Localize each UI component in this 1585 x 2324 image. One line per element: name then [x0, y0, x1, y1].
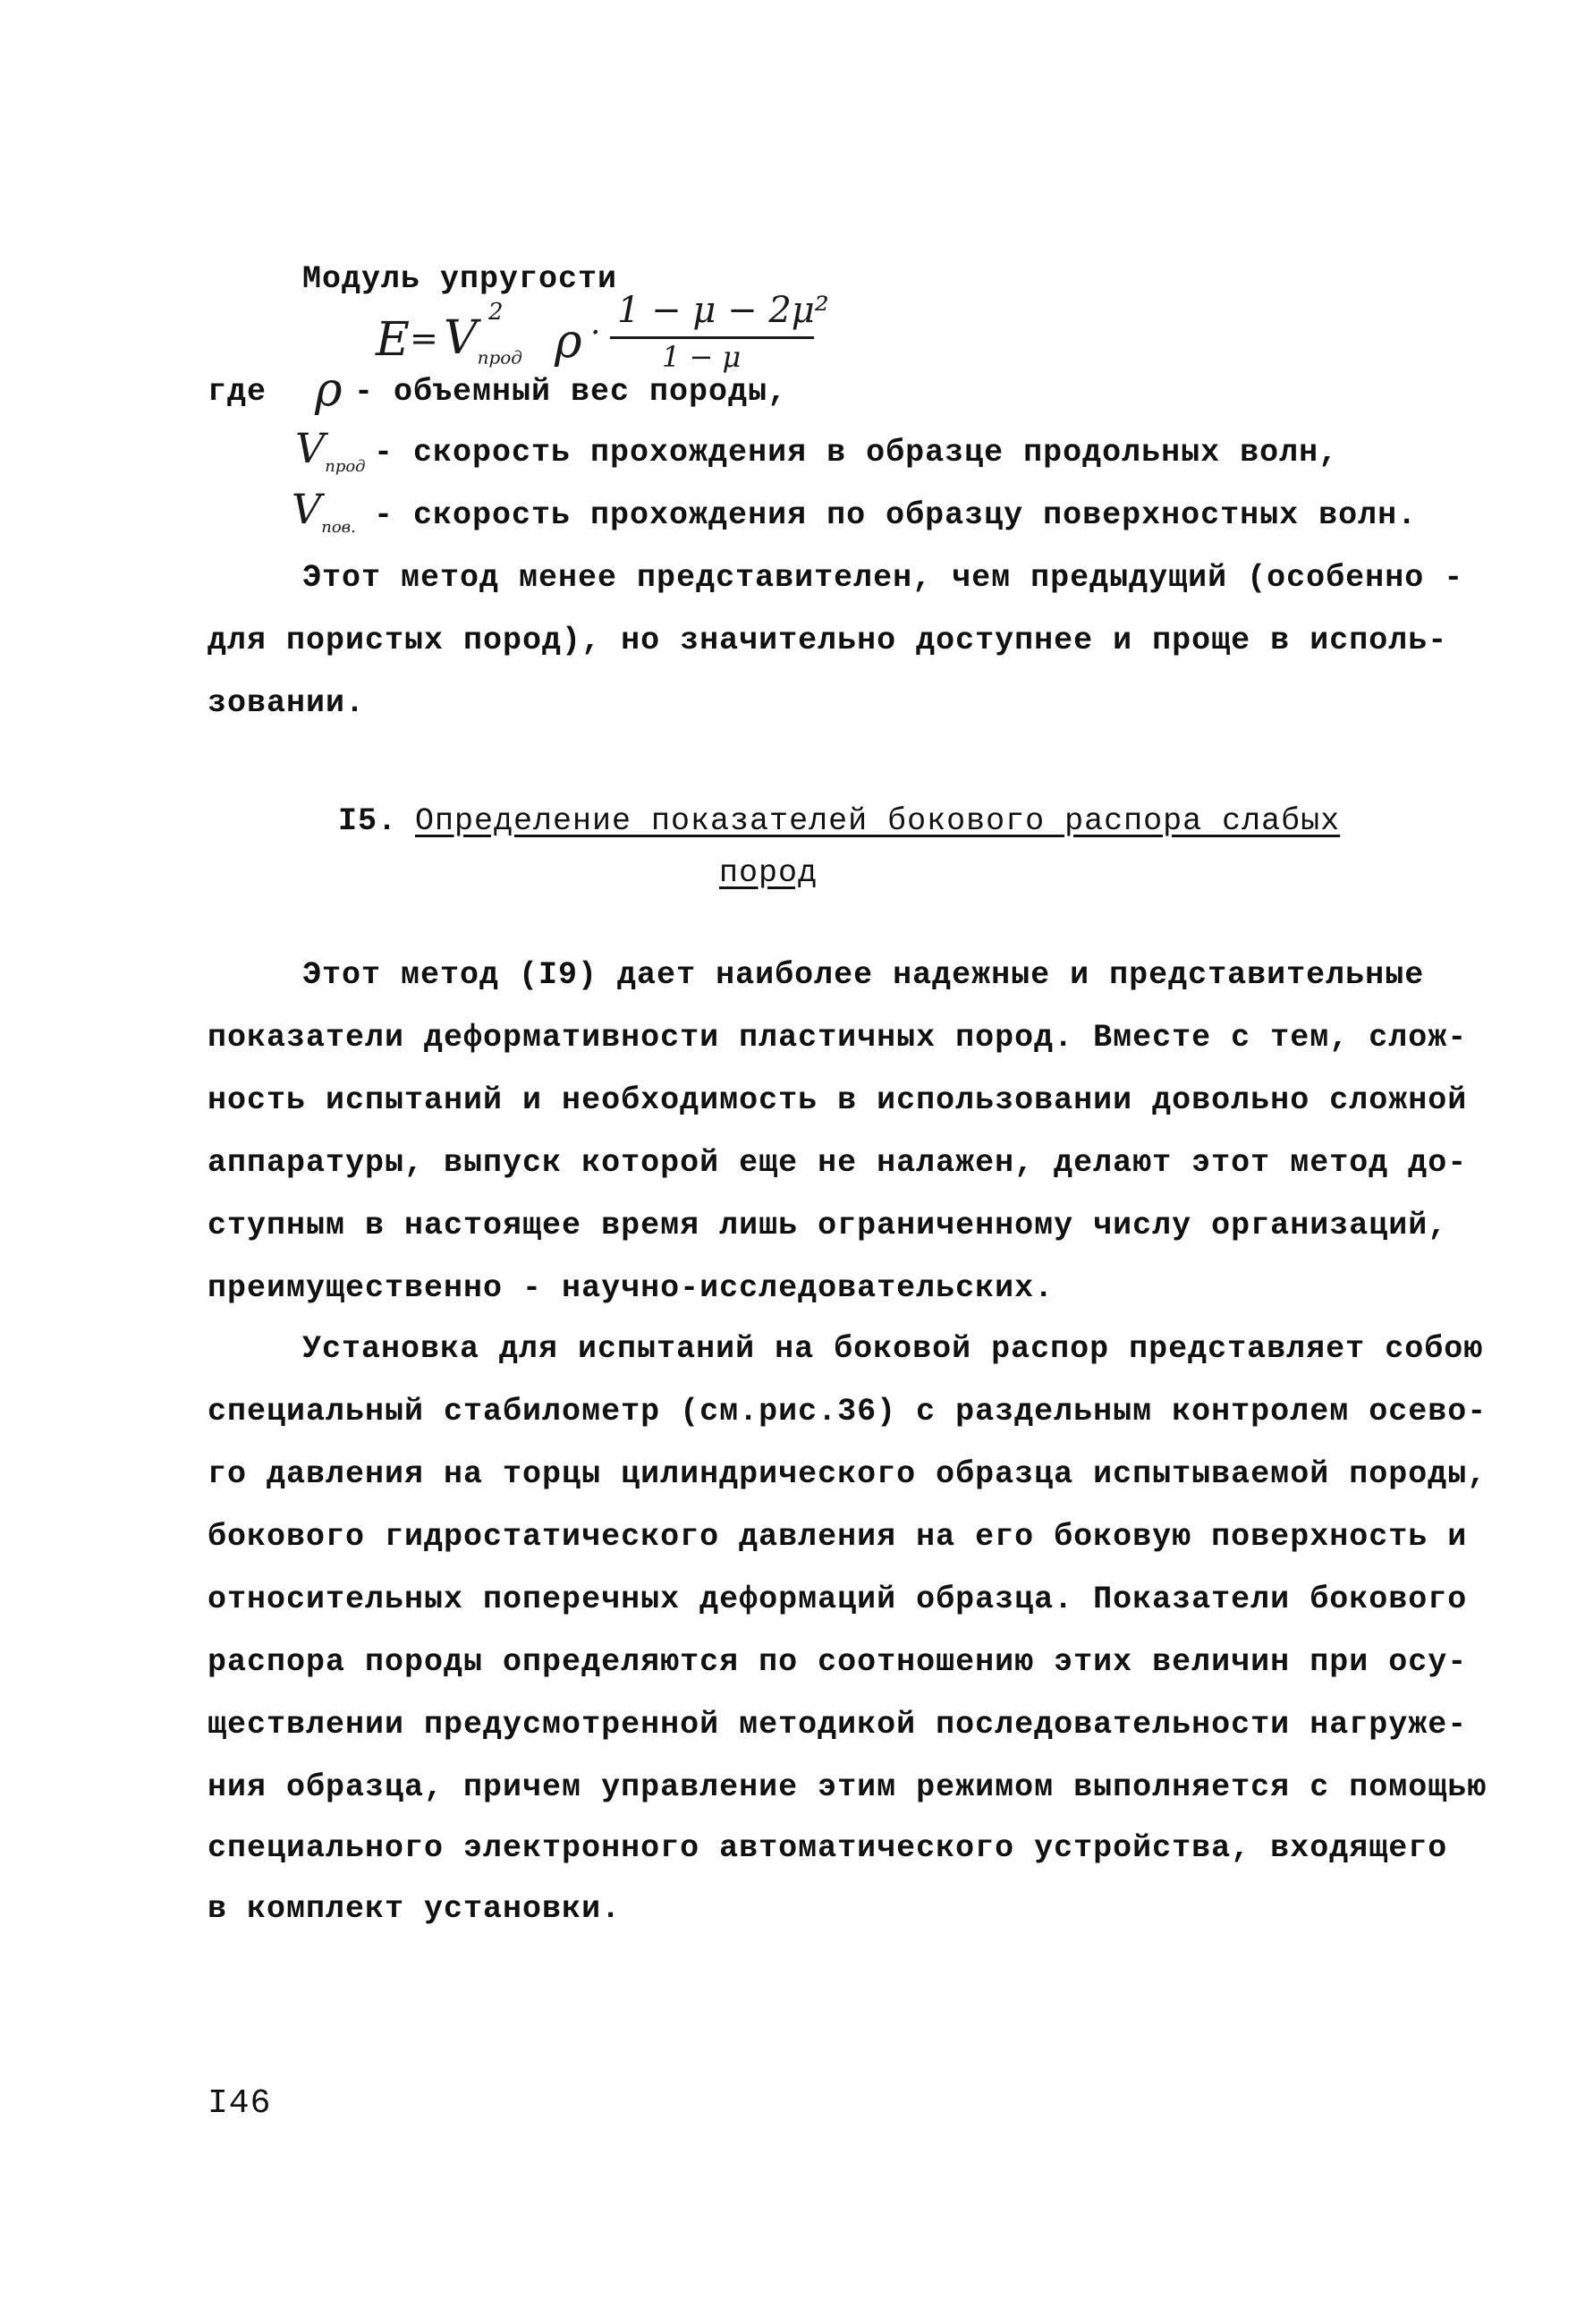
modulus-formula [376, 290, 841, 383]
formula-denominator: 1 − μ [662, 340, 742, 374]
v-pov-symbol: $V_{пов.}$ [292, 485, 356, 538]
paragraph-1-line: зовании. [208, 685, 366, 721]
paragraph-2-line: показатели деформативности пластичных пород. Вместе с тем, слож- [208, 1020, 1468, 1056]
paragraph-2-line: ступным в настоящее время лишь ограниченному числу организаций, [208, 1208, 1448, 1243]
formula-lhs: E [376, 313, 410, 367]
formula-equals: = [410, 318, 438, 358]
formula-exponent: 2 [488, 299, 504, 326]
formula-numerator: 1 − μ − 2μ² [617, 290, 829, 331]
where-label: где [208, 374, 267, 410]
paragraph-1-line: для пористых пород), но значительно доступнее и проще в исполь- [208, 623, 1448, 658]
paragraph-1-line: Этот метод менее представителен, чем предыдущий (особенно - [302, 560, 1464, 596]
paragraph-2-line: преимущественно - научно-исследовательских. [208, 1270, 1055, 1306]
paragraph-3-line: относительных поперечных деформаций образца. Показатели бокового [208, 1582, 1468, 1617]
paragraph-3-line: ния образца, причем управление этим режимом выполняется с помощью [208, 1769, 1488, 1805]
rho-symbol: ρ [315, 363, 343, 417]
paragraph-3-line: ществлении предусмотренной методикой последовательности нагруже- [208, 1707, 1468, 1743]
page-number: I46 [208, 2084, 272, 2123]
modulus-label: Модуль упругости [302, 261, 618, 297]
paragraph-3-line: специальный стабилометр (см.рис.36) с раздельным контролем осево- [208, 1394, 1488, 1429]
paragraph-3-line: Установка для испытаний на боковой распор представляет собою [302, 1331, 1484, 1367]
formula-dot: · [590, 315, 601, 352]
v-prod-symbol: $V_{прод}$ [295, 424, 366, 477]
paragraph-3-line: в комплект установки. [208, 1891, 622, 1927]
fraction-bar [610, 336, 814, 339]
section-number: I5. [338, 803, 398, 839]
section-title-line-2: пород [719, 855, 818, 891]
v-pov-definition: - скорость прохождения по образцу поверхностных волн. [374, 497, 1418, 533]
v-prod-definition: - скорость прохождения в образце продольных волн, [374, 435, 1339, 471]
rho-definition: - объемный вес породы, [354, 374, 788, 410]
section-title-line-1: Определение показателей бокового распора слабых [415, 803, 1341, 839]
paragraph-2-line: аппаратуры, выпуск которой еще не налажен, делают этот метод до- [208, 1145, 1468, 1181]
formula-rho: ρ [555, 315, 582, 369]
paragraph-2-line: ность испытаний и необходимость в использовании довольно сложной [208, 1082, 1468, 1118]
paragraph-3-line: распора породы определяются по соотношению этих величин при осу- [208, 1644, 1468, 1680]
paragraph-3-line: го давления на торцы цилиндрического образца испытываемой породы, [208, 1456, 1488, 1492]
paragraph-2-line: Этот метод (I9) дает наиболее надежные и представительные [302, 957, 1425, 993]
paragraph-3-line: бокового гидростатического давления на его боковую поверхность и [208, 1519, 1468, 1555]
formula-velocity: $V_{прод}$ [444, 311, 522, 369]
paragraph-3-line: специального электронного автоматического устройства, входящего [208, 1830, 1448, 1866]
